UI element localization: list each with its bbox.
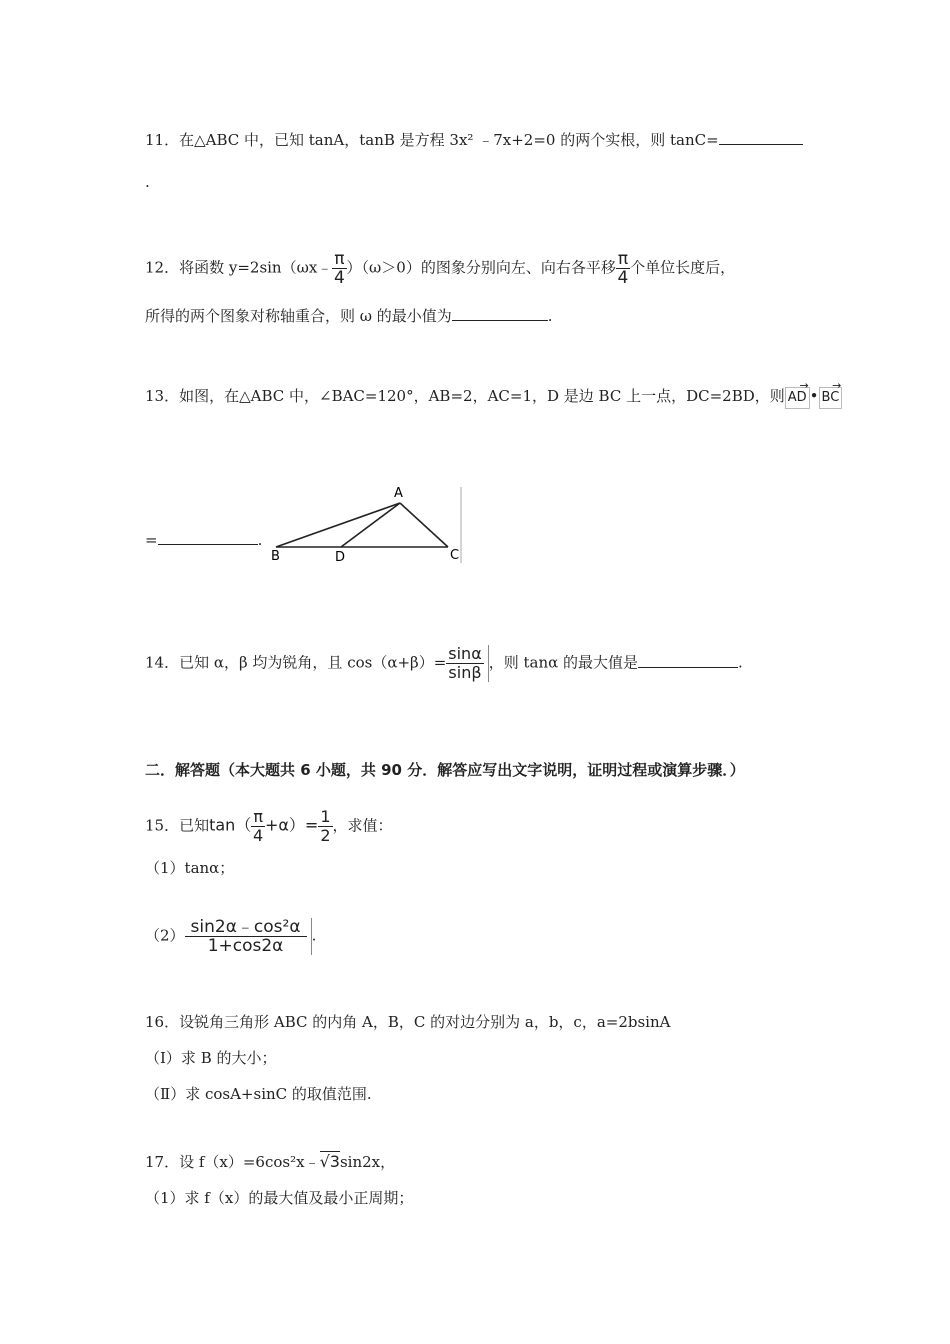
q15-frac-den: 4 [253, 826, 264, 845]
q14-text2: ，则 tanα 的最大值是 [488, 653, 639, 672]
q12-answer-blank[interactable] [452, 304, 548, 321]
q13-dot: • [809, 387, 819, 405]
label-c: C [450, 548, 460, 563]
q14-frac-num: sinα [448, 644, 482, 663]
section2-title: 二．解答题（本大题共 6 小题，共 90 分．解答应写出文字说明，证明过程或演算步骤．） [145, 761, 745, 779]
q15-part2-end: . [311, 926, 317, 945]
q15-frac-num: π [253, 807, 263, 826]
q15-part2 [145, 918, 316, 955]
q14-fraction [446, 645, 488, 682]
q13-equals: = [145, 531, 158, 549]
q13-answer-blank[interactable] [158, 528, 258, 545]
q12-frac2-den: 4 [617, 268, 629, 288]
q15-frac-pi-over-4 [251, 808, 265, 845]
q11-answer-blank[interactable] [719, 128, 803, 145]
q14-frac [446, 645, 483, 682]
q12-line1 [145, 250, 735, 287]
segment-ac [400, 503, 448, 547]
q17-suffix: sin2x， [339, 1153, 396, 1171]
q15-suffix: ，求值： [332, 816, 393, 835]
q17-line1 [145, 1152, 395, 1172]
q12-line2 [145, 304, 553, 326]
q12-end: . [547, 307, 553, 325]
label-b: B [271, 549, 280, 564]
q15-frac-half [318, 808, 332, 845]
q15-part2-den: 1+cos2α [207, 936, 284, 956]
q12-frac2-num: π [617, 249, 629, 269]
q12-fraction-pi-over-4 [332, 250, 346, 287]
q14-frac-den: sinβ [448, 663, 482, 682]
q13-answer-line [145, 528, 262, 550]
q13-vector-bc: → BC [819, 387, 843, 409]
q15-part2-fraction [185, 918, 312, 955]
q14-answer-blank[interactable] [638, 651, 738, 668]
q15-half-den: 2 [320, 826, 331, 845]
q17-line2: （1）求 f（x）的最大值及最小正周期； [145, 1189, 414, 1207]
q11-end: . [145, 173, 150, 191]
q12-part2: ）（ω＞0）的图象分别向左、向右各平移 [346, 258, 616, 277]
segment-ab [276, 503, 400, 547]
q15-tan: tan（ [209, 815, 252, 835]
q16-line3: （Ⅱ）求 cosA+sinC 的取值范围. [145, 1085, 372, 1103]
q13-vector-ad: → AD [785, 387, 810, 409]
q15-line [145, 808, 393, 845]
triangle-figure [268, 485, 464, 565]
q14-text: 14．已知 α，β 均为锐角，且 cos（α+β）= [145, 653, 447, 672]
q17-prefix: 17．设 f（x）=6cos²x﹣ [145, 1153, 320, 1171]
q12-line2-text: 所得的两个图象对称轴重合，则 ω 的最小值为 [145, 307, 452, 325]
q14-end: . [738, 653, 743, 672]
q11-text: 11．在△ABC 中，已知 tanA，tanB 是方程 3x² ﹣7x+2=0 的两个实根，则 tanC= [145, 131, 719, 149]
q13-line [145, 386, 842, 409]
q15-part2-num: sin2α﹣cos²α [185, 918, 307, 937]
segment-ad [341, 503, 400, 547]
q15-prefix: 15．已知 [145, 816, 210, 835]
q12-fraction-shift [616, 250, 630, 287]
q15-plus: +α）= [264, 815, 319, 835]
q12-part3: 个单位长度后， [630, 258, 736, 277]
q15-part2-label: （2） [145, 926, 185, 945]
q14-line [145, 645, 743, 682]
q12-frac-den: 4 [334, 268, 345, 288]
q17-sqrt: √3 [319, 1152, 340, 1171]
label-d: D [335, 550, 346, 565]
label-a: A [394, 486, 403, 501]
q15-half-num: 1 [320, 807, 331, 826]
q16-line1: 16．设锐角三角形 ABC 的内角 A，B，C 的对边分别为 a，b，c，a=2bsinA [145, 1013, 671, 1031]
q11-line [145, 128, 803, 150]
q16-line2: （Ⅰ）求 B 的大小； [145, 1049, 277, 1067]
q13-text: 13．如图，在△ABC 中，∠BAC=120°，AB=2，AC=1，D 是边 BC 上一点，DC=2BD，则 [145, 387, 785, 405]
q15-part1: （1）tanα； [145, 859, 235, 877]
q15-part2-frac [185, 918, 307, 955]
q12-part1: 12．将函数 y=2sin（ωx﹣ [145, 258, 333, 277]
q13-end: . [257, 531, 263, 549]
q12-frac-num: π [334, 249, 345, 269]
